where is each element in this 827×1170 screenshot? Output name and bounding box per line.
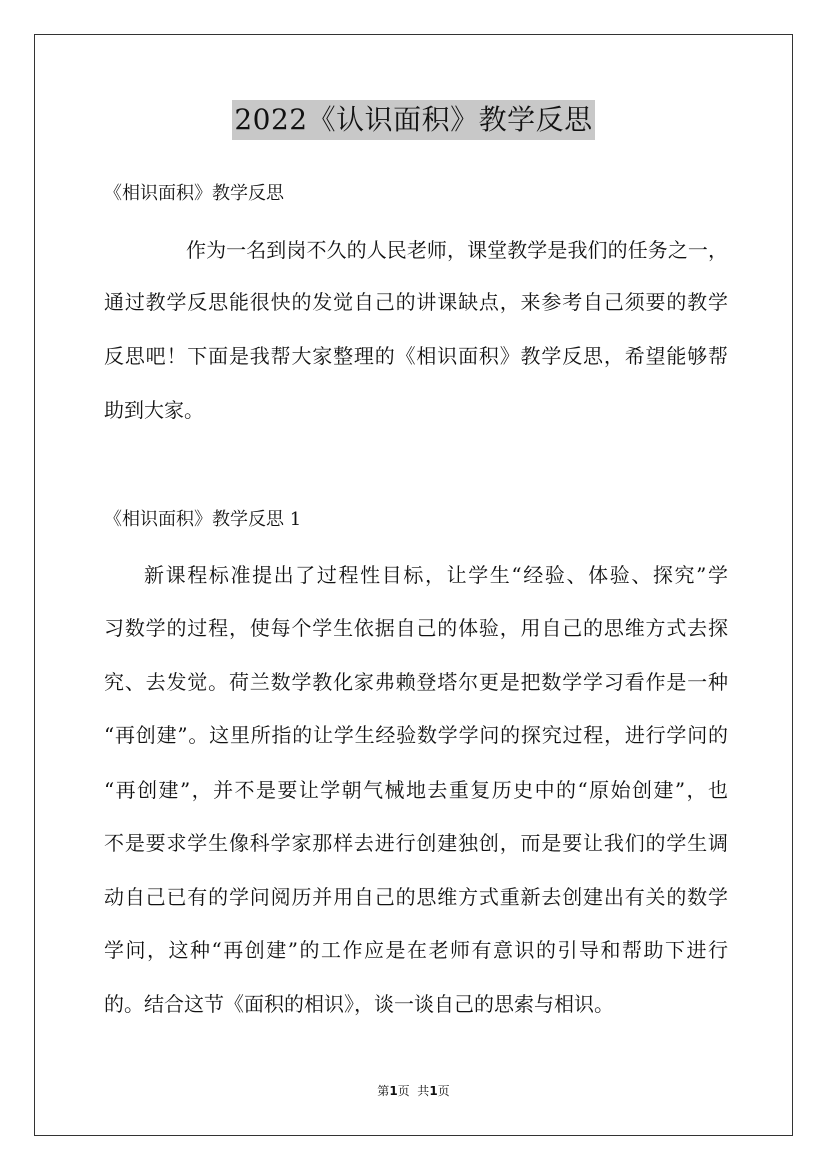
- section1-line-8: 学问，这种“再创建”的工作应是在老师有意识的引导和帮助下进行: [104, 938, 728, 962]
- document-title: 2022《认识面积》教学反思: [232, 100, 594, 140]
- section1-line-1: 新课程标准提出了过程性目标，让学生“经验、体验、探究”学: [144, 563, 728, 587]
- intro-line-4: 助到大家。: [104, 398, 204, 422]
- section1-line-7: 动自己已有的学问阅历并用自己的思维方式重新去创建出有关的数学: [104, 885, 728, 909]
- footer-page-total: 1: [429, 1084, 438, 1098]
- title-container: [0, 100, 827, 140]
- section1-line-4: “再创建”。这里所指的让学生经验数学学问的探究过程，进行学问的: [104, 723, 728, 747]
- intro-heading: 《相识面积》教学反思: [104, 183, 284, 204]
- intro-line-3: 反思吧！下面是我帮大家整理的《相识面积》教学反思，希望能够帮: [104, 344, 728, 368]
- intro-line-1: 作为一名到岗不久的人民老师，课堂教学是我们的任务之一，: [186, 238, 728, 262]
- section1-line-3: 究、去发觉。荷兰数学教化家弗赖登塔尔更是把数学学习看作是一种: [104, 670, 728, 694]
- footer-page-label-post: 页: [437, 1084, 450, 1098]
- section1-line-5: “再创建”，并不是要让学朝气械地去重复历史中的“原始创建”，也: [104, 778, 728, 802]
- section1-line-6: 不是要求学生像科学家那样去进行创建独创，而是要让我们的学生调: [104, 831, 728, 855]
- footer-page-label-mid: 页 共: [397, 1084, 430, 1098]
- section1-line-9: 的。结合这节《面积的相识》，谈一谈自己的思索与相识。: [104, 992, 614, 1016]
- footer-page-label-pre: 第: [377, 1084, 390, 1098]
- section1-heading: 《相识面积》教学反思 1: [104, 509, 302, 530]
- intro-line-2: 通过教学反思能很快的发觉自己的讲课缺点，来参考自己须要的教学: [104, 290, 728, 314]
- page-footer: [0, 1083, 827, 1099]
- footer-page-current: 1: [389, 1084, 398, 1098]
- section1-line-2: 习数学的过程，使每个学生依据自己的体验，用自己的思维方式去探: [104, 616, 728, 640]
